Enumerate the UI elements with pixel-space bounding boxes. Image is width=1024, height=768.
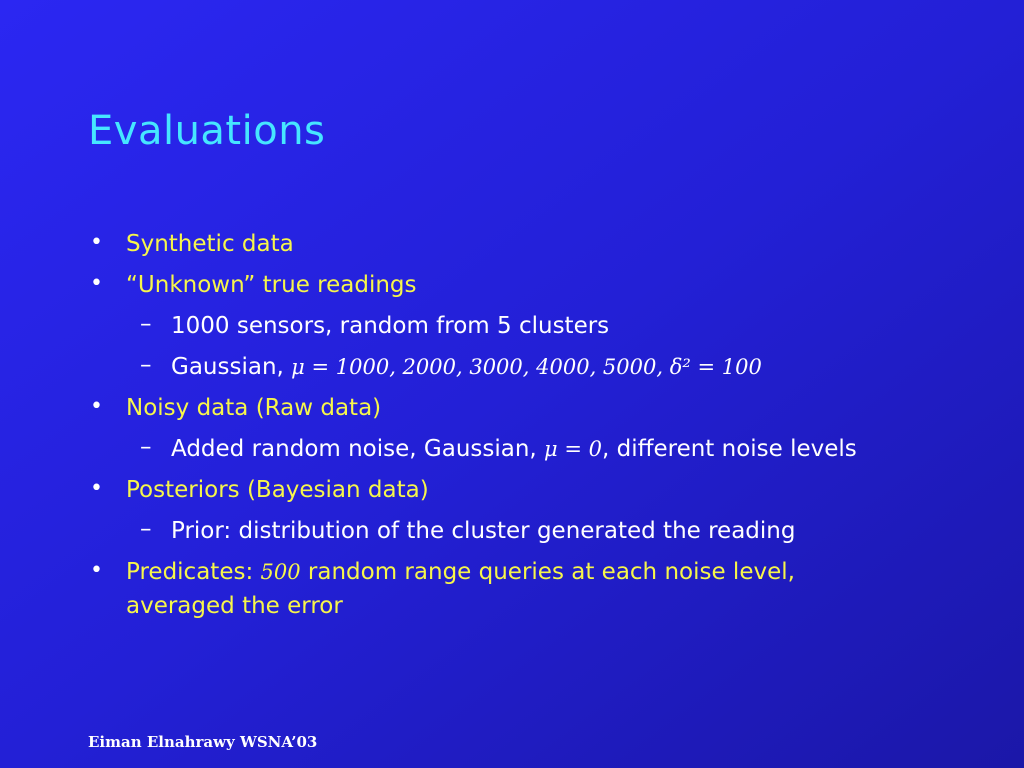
slide-title: Evaluations: [88, 108, 326, 154]
sub-bullet-prior: Prior: distribution of the cluster generated the reading: [171, 518, 796, 544]
sub-bullet-noise-suffix: , different noise levels: [602, 436, 857, 462]
math-means-variance: μ = 1000, 2000, 3000, 4000, 5000, δ² = 100: [291, 355, 762, 379]
slide-footer: Eiman Elnahrawy WSNA’03: [88, 733, 318, 751]
bullet-marker: •: [90, 394, 103, 419]
bullet-marker: •: [90, 271, 103, 296]
sub-bullet-sensors: 1000 sensors, random from 5 clusters: [171, 313, 610, 339]
bullet-noisy-data: Noisy data (Raw data): [126, 395, 382, 421]
bullet-marker: •: [90, 230, 103, 255]
sub-bullet-added-noise: [171, 434, 857, 464]
math-500: 500: [260, 560, 301, 584]
bullet-predicates: [126, 557, 795, 587]
sub-bullet-noise-label: Added random noise, Gaussian,: [171, 436, 545, 462]
math-mu-zero: μ = 0: [544, 437, 603, 461]
bullet-synthetic-data: Synthetic data: [126, 231, 294, 257]
sub-bullet-marker: –: [140, 434, 152, 460]
sub-bullet-gaussian-means: [171, 352, 762, 382]
bullet-marker: •: [90, 558, 103, 583]
bullet-marker: •: [90, 476, 103, 501]
sub-bullet-marker: –: [140, 516, 152, 542]
bullet-predicates-continuation: averaged the error: [126, 593, 343, 619]
bullet-posteriors: Posteriors (Bayesian data): [126, 477, 429, 503]
sub-bullet-marker: –: [140, 311, 152, 337]
sub-bullet-gaussian-label: Gaussian,: [171, 354, 292, 380]
bullet-predicates-suffix: random range queries at each noise level,: [300, 559, 795, 585]
sub-bullet-marker: –: [140, 352, 152, 378]
bullet-predicates-label: Predicates:: [126, 559, 261, 585]
bullet-unknown-true-readings: “Unknown” true readings: [126, 272, 417, 298]
